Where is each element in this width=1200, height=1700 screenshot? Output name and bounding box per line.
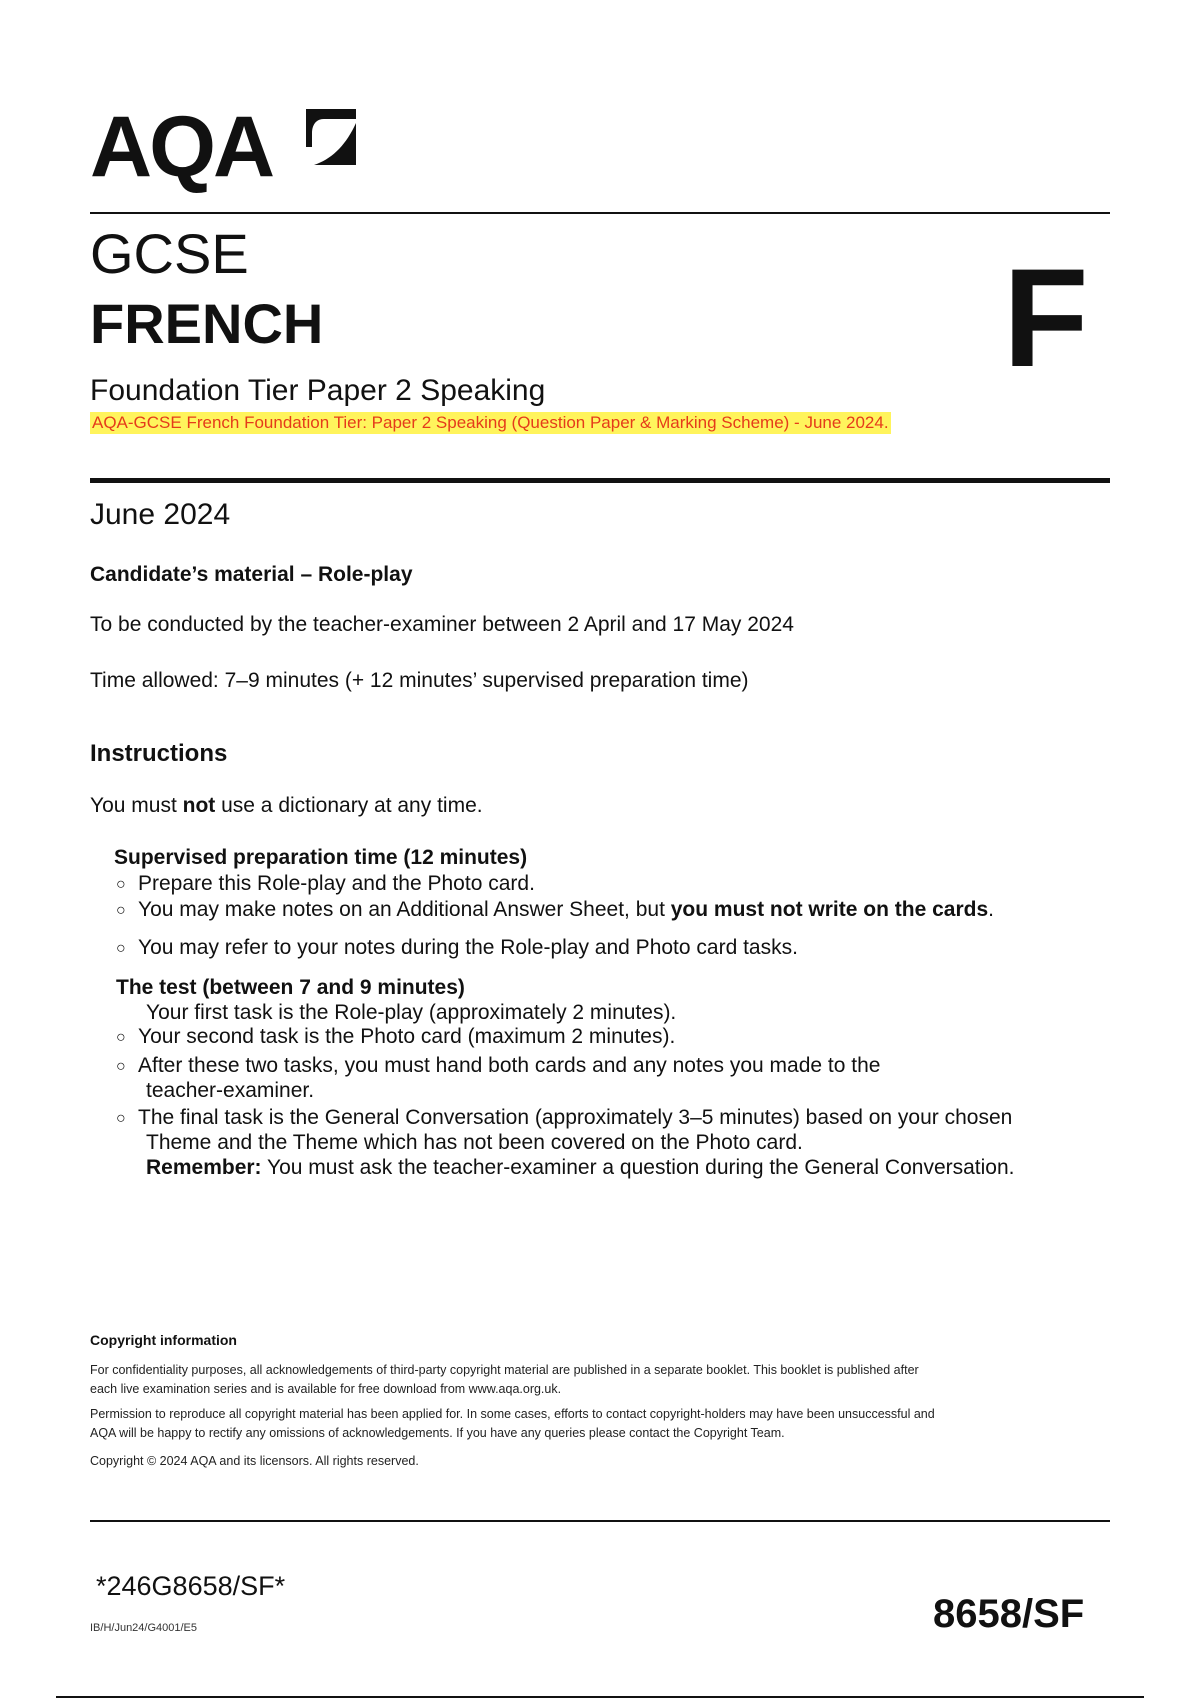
remember-text: You must ask the teacher-examiner a question during the General Conversation. bbox=[261, 1156, 1015, 1179]
dictionary-text-bold: not bbox=[182, 794, 216, 817]
test-item-4 bbox=[116, 1105, 1012, 1132]
dictionary-text-1: You must bbox=[90, 794, 183, 817]
bullet-circle-icon: ○ bbox=[116, 1029, 126, 1046]
bullet-circle-icon: ○ bbox=[116, 940, 126, 957]
thick-divider bbox=[90, 478, 1110, 483]
test-item-4-continued: Theme and the Theme which has not been covered on the Photo card. bbox=[146, 1131, 803, 1154]
copyright-paragraph-2-line-2: AQA will be happy to rectify any omissions of acknowledgements. If you have any queries please contact the Copyright Team. bbox=[90, 1426, 785, 1440]
test-item-2 bbox=[116, 1024, 675, 1051]
paper-code: 8658/SF bbox=[933, 1592, 1085, 1636]
prep-item-3 bbox=[116, 935, 798, 962]
test-item-3-text: After these two tasks, you must hand both cards and any notes you made to the bbox=[138, 1054, 881, 1077]
prep-item-2-end: . bbox=[988, 898, 994, 921]
reference-code: IB/H/Jun24/G4001/E5 bbox=[90, 1622, 198, 1634]
test-item-1: Your first task is the Role-play (approximately 2 minutes). bbox=[146, 1001, 677, 1024]
bullet-circle-icon: ○ bbox=[116, 1110, 126, 1127]
aqa-logo bbox=[90, 99, 360, 204]
copyright-paragraph-2-line-1: Permission to reproduce all copyright material has been applied for. In some cases, efforts to contact copyright-holders may have been unsuccessful and bbox=[90, 1407, 935, 1421]
page-bottom-edge bbox=[56, 1696, 1144, 1698]
dictionary-instruction bbox=[90, 793, 483, 818]
bullet-circle-icon: ○ bbox=[116, 1058, 126, 1075]
aqa-logo-text: AQA bbox=[90, 99, 273, 195]
instructions-heading: Instructions bbox=[90, 740, 228, 767]
footer-divider bbox=[90, 1520, 1110, 1522]
prep-item-1-text: Prepare this Role-play and the Photo card. bbox=[138, 872, 535, 895]
paper-name: Foundation Tier Paper 2 Speaking bbox=[90, 374, 546, 407]
prep-item-2-bold: you must not write on the cards bbox=[670, 898, 989, 921]
prep-item-2 bbox=[116, 897, 994, 924]
copyright-paragraph-2 bbox=[90, 1405, 935, 1443]
copyright-paragraph-1-line-2: each live examination series and is available for free download from www.aqa.org.uk. bbox=[90, 1382, 562, 1396]
copyright-paragraph-1-line-1: For confidentiality purposes, all acknowledgements of third-party copyright material are published in a separate booklet. This booklet is published after bbox=[90, 1363, 919, 1377]
remember-note bbox=[146, 1155, 1015, 1181]
test-item-2-text: Your second task is the Photo card (maximum 2 minutes). bbox=[138, 1025, 676, 1048]
dictionary-text-2: use a dictionary at any time. bbox=[215, 794, 483, 817]
bullet-circle-icon: ○ bbox=[116, 902, 126, 919]
copyright-heading: Copyright information bbox=[90, 1332, 237, 1348]
prep-item-3-text: You may refer to your notes during the Role-play and Photo card tasks. bbox=[138, 936, 798, 959]
exam-date: June 2024 bbox=[90, 498, 231, 531]
subject-title: FRENCH bbox=[90, 292, 324, 355]
conducted-text: To be conducted by the teacher-examiner between 2 April and 17 May 2024 bbox=[90, 613, 794, 636]
prep-item-1 bbox=[116, 871, 535, 898]
bullet-circle-icon: ○ bbox=[116, 876, 126, 893]
highlighted-note: AQA-GCSE French Foundation Tier: Paper 2 Speaking (Question Paper & Marking Scheme) - June 2024. bbox=[92, 413, 889, 432]
copyright-paragraph-1 bbox=[90, 1361, 919, 1399]
remember-label: Remember: bbox=[146, 1156, 262, 1179]
test-item-3 bbox=[116, 1053, 880, 1080]
test-item-3-continued: teacher-examiner. bbox=[146, 1079, 315, 1102]
barcode-text: *246G8658/SF* bbox=[96, 1571, 286, 1601]
time-allowed-text: Time allowed: 7–9 minutes (+ 12 minutes’ supervised preparation time) bbox=[90, 669, 749, 692]
tier-letter: F bbox=[1003, 239, 1089, 396]
test-heading: The test (between 7 and 9 minutes) bbox=[116, 976, 465, 999]
header-divider bbox=[90, 212, 1110, 214]
material-title: Candidate’s material – Role-play bbox=[90, 563, 413, 586]
qualification-title: GCSE bbox=[90, 222, 249, 285]
prep-heading: Supervised preparation time (12 minutes) bbox=[114, 846, 528, 869]
prep-item-2-text: You may make notes on an Additional Answer Sheet, but bbox=[138, 898, 671, 921]
test-item-4-text: The final task is the General Conversation (approximately 3–5 minutes) based on your chosen bbox=[138, 1106, 1013, 1129]
copyright-notice: Copyright © 2024 AQA and its licensors. All rights reserved. bbox=[90, 1454, 419, 1468]
aqa-logo-mark-icon bbox=[302, 107, 360, 167]
